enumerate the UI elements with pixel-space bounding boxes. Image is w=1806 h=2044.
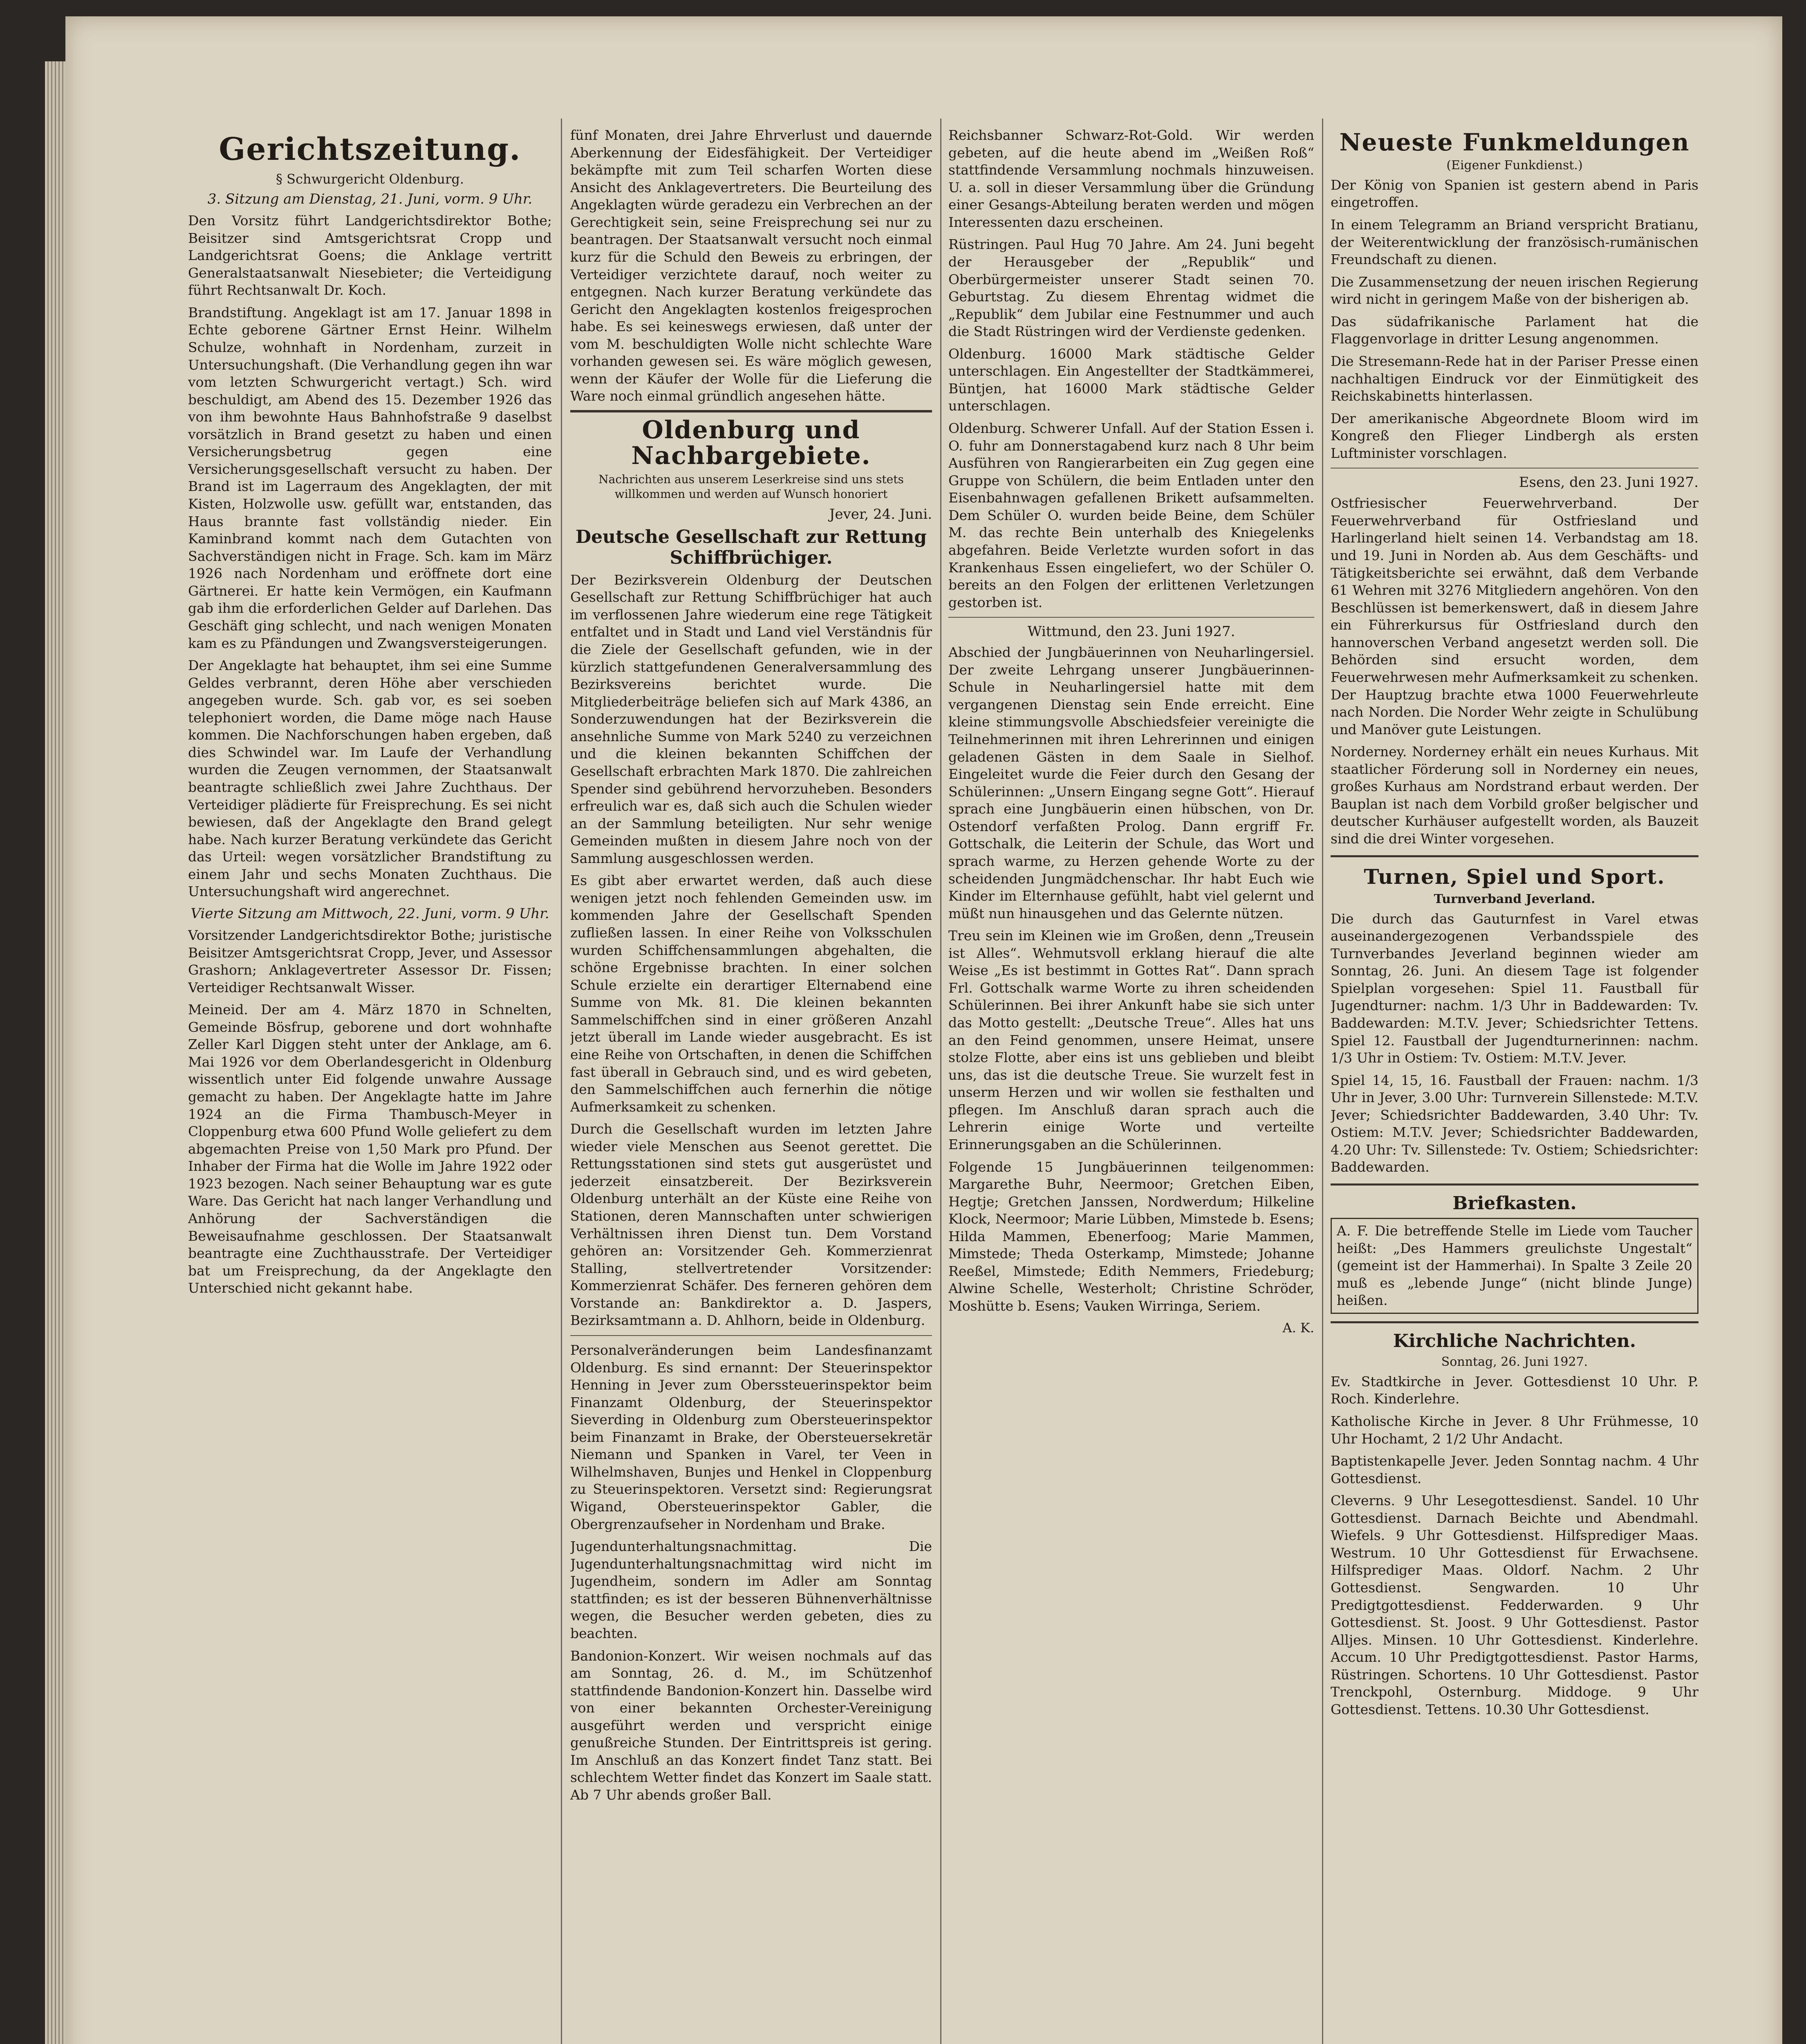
subheading: § Schwurgericht Oldenburg.: [276, 171, 464, 187]
article-paragraph: Der Bezirksverein Oldenburg der Deutschen Gesellschaft zur Rettung Schiffbrüchiger hat auch im verflossenen Jahre wiederum eine rege Tätigkeit entfaltet und in Stadt und Land viel Verständnis für die Ziele der Gesellschaft gefunden, wie in der kürzlich stattgefundenen Generalversammlung des Bezirksvereins berichtet wurde. Die Mitgliederbeiträge beliefen sich auf Mark 4386, an Sonderzuwendungen hat der Bezirksverein die ansehnliche Summe von Mark 5240 zu verzeichnen und die kleinen bekannten Schiffchen der Gesellschaft erbrachten Mark 1870. Die zahlreichen Spender sind gebührend hervorzuheben. Besonders erfreulich war es, daß sich auch die Schulen wieder an der Sammlung beteiligten. Nur sehr wenige Gemeinden mußten in diesem Jahre noch von der Sammlung ausgeschlossen werden.: [570, 572, 932, 866]
newspaper-sheet: [65, 16, 1782, 2044]
article-paragraph: Oldenburg. 16000 Mark städtische Gelder unterschlagen. Ein Angestellter der Stadtkämmerei, Büntjen, hat 16000 Mark städtische Gelder unterschlagen.: [948, 345, 1314, 414]
column-rule: [561, 119, 562, 2044]
article-paragraph: Vorsitzender Landgerichtsdirektor Bothe; juristische Beisitzer Amtsgerichtsrat Cropp, Jever, und Assessor Grashorn; Anklagevertreter Assessor Dr. Fissen; Verteidiger Rechtsanwalt Wisser.: [188, 927, 552, 995]
article-paragraph: Treu sein im Kleinen wie im Großen, denn „Treusein ist Alles“. Wehmutsvoll erklang hierauf die alte Weise „Es ist bestimmt in Gottes Rat“. Dann sprach Frl. Gottschalk warme Worte zu ihren scheidenden Schülerinnen. Bei ihrer Ankunft habe sie sich unter das Motto gestellt: „Deutsche Treue“. Alles hat uns an den Feind genommen, unsere Heimat, unsere stolze Flotte, aber eins ist uns geblieben und bleibt uns, das ist die deutsche Treue. Sie wurzelt fest in unserm Herzen und wir wollen sie festhalten und pflegen. Im Anschluß daran sprach auch die Lehrerin einige Worte und verteilte Erinnerungsgaben an die Schülerinnen.: [948, 928, 1314, 1152]
article-paragraph: Brandstiftung. Angeklagt ist am 17. Januar 1898 in Echte geborene Gärtner Ernst Heinr. Wilhelm Schulze, wohnhaft in Nordenham, zurzeit in Untersuchungshaft. (Die Verhandlung gegen ihn war vom letzten Schwurgericht vertagt.) Sch. wird beschuldigt, am Abend des 15. Dezember 1926 das von ihm bewohnte Haus Bahnhofstraße 9 daselbst vorsätzlich in Brand gesetzt zu haben und einen Versicherungsbetrug gegen eine Versicherungsgesellschaft versucht zu haben. Der Brand ist im Lagerraum des Angeklagten, der mit Kisten, Holzwolle usw. gefüllt war, entstanden, das Haus brannte fast vollständig nieder. Ein Kaminbrand kommt nach dem Gutachten von Sachverständigen nicht in Frage. Sch. kam im März 1926 nach Nordenham und eröffnete dort eine Gärtnerei. Er hatte kein Vermögen, ein Kaufmann gab ihm die erforderlichen Gelder auf Darlehen. Das Geschäft ging schlecht, und nach wenigen Monaten kam es zu Pfändungen und Zwangsversteigerungen.: [188, 304, 552, 651]
section-heading-briefkasten: Briefkasten.: [1452, 1193, 1577, 1214]
divider: [948, 617, 1314, 618]
article-paragraph: Personalveränderungen beim Landesfinanzamt Oldenburg. Es sind ernannt: Der Steuerinspektor Henning in Jever zum Oberssteuerinspektor beim Finanzamt Oldenburg, der Steuerinspektor Sieverding in Oldenburg zum Obersteuerinspektor beim Finanzamt in Brake, der Obersteuersekretär Niemann und Spanken in Varel, ter Veen in Wilhelmshaven, Bunjes und Henkel in Cloppenburg zu Steuerinspektoren. Versetzt sind: Regierungsrat Wigand, Obersteuerinspektor Gabler, die Obergrenzaufseher in Nordenham und Brake.: [570, 1342, 932, 1532]
column-rule: [940, 119, 941, 2044]
briefkasten-box: [1331, 1218, 1698, 1314]
session-line: 3. Sitzung am Dienstag, 21. Juni, vorm. 9 Uhr.: [207, 191, 533, 207]
article-paragraph: Katholische Kirche in Jever. 8 Uhr Frühmesse, 10 Uhr Hochamt, 2 1/2 Uhr Andacht.: [1331, 1413, 1698, 1447]
news-item: Der amerikanische Abgeordnete Bloom wird im Kongreß den Flieger Lindbergh als ersten Luftminister vorschlagen.: [1331, 410, 1698, 461]
article-paragraph: Abschied der Jungbäuerinnen von Neuharlingersiel. Der zweite Lehrgang unserer Jungbäuerinnen-Schule in Neuharlingersiel hatte mit dem vergangenen Dienstag sein Ende erreicht. Eine kleine stimmungsvolle Abschiedsfeier vereinigte die Teilnehmerinnen mit ihren Lehrerinnen und einigen geladenen Gästen in dem Saale in Sielhof. Eingeleitet wurde die Feier durch den Gesang der Schülerinnen: „Unsern Eingang segne Gott“. Hierauf sprach eine Jungbäuerin einen hübschen, von Dr. Ostendorf verfaßten Prolog. Dann ergriff Fr. Gottschalk, die Leiterin der Schule, das Wort und sprach warme, zu Herzen gehende Worte zu der scheidenden Jungmädchenschar. Ihr habt Euch wie Kinder im Elternhause gefühlt, habt viel gelernt und müßt nun hinausgehen und das Gelernte nützen.: [948, 644, 1314, 921]
article-paragraph: Cleverns. 9 Uhr Lesegottesdienst. Sandel. 10 Uhr Gottesdienst. Darnach Beichte und Abendmahl. Wiefels. 9 Uhr Gottesdienst. Hilfsprediger Maas. Westrum. 10 Uhr Gottesdienst für Erwachsene. Hilfsprediger Maas. Oldorf. Nachm. 2 Uhr Gottesdienst. Sengwarden. 10 Uhr Predigtgottesdienst. Fedderwarden. 9 Uhr Gottesdienst. St. Joost. 9 Uhr Gottesdienst. Pastor Alljes. Minsen. 10 Uhr Gottesdienst. Kinderlehre. Accum. 10 Uhr Predigtgottesdienst. Pastor Harms, Rüstringen. Schortens. 10 Uhr Gottesdienst. Pastor Trenckpohl, Osternburg. Middoge. 9 Uhr Gottesdienst. Tettens. 10.30 Uhr Gottesdienst.: [1331, 1493, 1698, 1717]
news-item: Das südafrikanische Parlament hat die Flaggenvorlage in dritter Lesung angenommen.: [1331, 313, 1698, 347]
section-heading-gerichtszeitung: Gerichtszeitung.: [219, 131, 521, 167]
article-paragraph: Spiel 14, 15, 16. Faustball der Frauen: nachm. 1/3 Uhr in Jever, 3.00 Uhr: Turnverein Sillenstede: M.T.V. Jever; Schiedsrichter Baddewarden, 3.40 Uhr: Tv. Ostiem: M.T.V. Jever; Schiedsrichter Baddewarden, 4.20 Uhr: Tv. Sillenstede: Tv. Ostiem; Schiedsrichter: Baddewarden.: [1331, 1072, 1698, 1175]
article-paragraph: fünf Monaten, drei Jahre Ehrverlust und dauernde Aberkennung der Eidesfähigkeit. Der Verteidiger bekämpfte mit zum Teil scharfen Worten diese Ansicht des Anklagevertreters. Die Beurteilung des Angeklagten würde geradezu ein Verbrechen an der Gerechtigkeit sein, seine Freisprechung sei nur zu beantragen. Der Staatsanwalt versucht noch einmal kurz für die Schuld den Beweis zu erbringen, der Verteidiger verzichtete darauf, noch weiter zu entgegnen. Nach kurzer Beratung verkündete das Gericht den Angeklagten kostenlos freigesprochen habe. Es sei keineswegs erwiesen, daß unter der vom M. beschuldigten Wolle nicht schlechte Ware vorhanden gewesen sei. Es wäre möglich gewesen, wenn der Käufer der Wolle für die Lieferung die Ware noch einmal gründlich angesehen hätte.: [570, 127, 932, 404]
article-paragraph: A. F. Die betreffende Stelle im Liede vom Taucher heißt: „Des Hammers greulichste Ungestalt“ (gemeint ist der Hammerhai). In Spalte 3 Zeile 20 muß es „lebende Junge“ (nicht blinde Junge) heißen.: [1337, 1223, 1692, 1309]
article-paragraph: Baptistenkapelle Jever. Jeden Sonntag nachm. 4 Uhr Gottesdienst.: [1331, 1453, 1698, 1486]
article-paragraph: Den Vorsitz führt Landgerichtsdirektor Bothe; Beisitzer sind Amtsgerichtsrat Cropp und Landgerichtsrat Goens; die Anklage vertritt Generalstaatsanwalt Niesebieter; die Verteidigung führt Rechtsanwalt Dr. Koch.: [188, 213, 552, 298]
news-item: Der König von Spanien ist gestern abend in Paris eingetroffen.: [1331, 177, 1698, 211]
article-paragraph: Ostfriesischer Feuerwehrverband. Der Feuerwehrverband für Ostfriesland und Harlingerland hielt seinen 14. Verbandstag am 18. und 19. Juni in Norden ab. Aus dem Geschäfts- und Tätigkeitsberichte sei erwähnt, daß dem Verbande 61 Wehren mit 3276 Mitgliedern angehören. Von den Beschlüssen ist bemerkenswert, daß in diesem Jahre ein Führerkursus für Ostfriesland durch den hannoverschen Verband angesetzt werden soll. Die Behörden sind ersucht worden, dem Feuerwehrwesen mehr Aufmerksamkeit zu schenken. Der Hauptzug brachte etwa 1000 Feuerwehrleute nach Norden. Die Norder Wehr zeigte in Schulübung und Manöver gute Leistungen.: [1331, 495, 1698, 737]
column-3: [948, 127, 1314, 2044]
column-4: [1331, 127, 1698, 2044]
subheading: Sonntag, 26. Juni 1927.: [1441, 1354, 1588, 1369]
article-paragraph: Die durch das Gauturnfest in Varel etwas auseinandergezogenen Verbandsspiele des Turnverbandes Jeverland beginnen wieder am Sonntag, 26. Juni. An diesem Tage ist folgender Spielplan vorgesehen: Spiel 11. Faustball für Jugendturner: nachm. 1/3 Uhr in Baddewarden: Tv. Baddewarden: M.T.V. Jever; Schiedsrichter Tettens. Spiel 12. Faustball der Jugendturnerinnen: nachm. 1/3 Uhr in Ostiem: Tv. Ostiem: M.T.V. Jever.: [1331, 910, 1698, 1066]
news-item: Die Zusammensetzung der neuen irischen Regierung wird nicht in geringem Maße von der bisherigen ab.: [1331, 273, 1698, 307]
section-heading-funkmeldungen: Neueste Funkmeldungen: [1339, 128, 1690, 156]
dateline: Jever, 24. Juni.: [829, 506, 932, 522]
article-paragraph: Ev. Stadtkirche in Jever. Gottesdienst 10 Uhr. P. Roch. Kinderlehre.: [1331, 1373, 1698, 1407]
article-paragraph: Oldenburg. Schwerer Unfall. Auf der Station Essen i. O. fuhr am Donnerstagabend kurz nach 8 Uhr beim Ausführen von Rangierarbeiten ein Zug gegen eine Gruppe von Schülern, die beim Entladen unter den Eisenbahnwagen gefallenen Brikett aufsammelten. Dem Schüler O. wurden beide Beine, dem Schüler M. das rechte Bein unterhalb des Kniegelenks abgefahren. Beide Verletzte wurden sofort in das Krankenhaus Essen eingeliefert, wo der Schüler O. bereits an den Folgen der erlittenen Verletzungen gestorben ist.: [948, 420, 1314, 610]
section-heading-oldenburg: Oldenburg und Nachbargebiete.: [631, 416, 871, 470]
section-heading-kirchliche: Kirchliche Nachrichten.: [1393, 1330, 1636, 1351]
article-paragraph: Jugendunterhaltungsnachmittag. Die Jugendunterhaltungsnachmittag wird nicht im Jugendheim, sondern im Adler am Sonntag stattfinden; es ist der besseren Bühnenverhältnisse wegen, die Besucher werden gebeten, dies zu beachten.: [570, 1538, 932, 1641]
subheading: (Eigener Funkdienst.): [1446, 158, 1583, 173]
article-paragraph: Durch die Gesellschaft wurden im letzten Jahre wieder viele Menschen aus Seenot gerettet. Die Rettungsstationen sind stets gut ausgerüstet und jederzeit einsatzbereit. Der Bezirksverein Oldenburg unterhält an der Küste eine Reihe von Stationen, deren Mannschaften unter schwierigen Verhältnissen ihren Dienst tun. Dem Vorstand gehören an: Vorsitzender Geh. Kommerzienrat Stalling, stellvertretender Vorsitzender: Kommerzienrat Schäfer. Des ferneren gehören dem Vorstande an: Bankdirektor a. D. Jaspers, Bezirksamtmann a. D. Ahlhorn, beide in Oldenburg.: [570, 1121, 932, 1329]
article-paragraph: Es gibt aber erwartet werden, daß auch diese wenigen jetzt noch fehlenden Gemeinden usw. im kommenden Jahre der Gesellschaft Spenden zufließen lassen. In einer Reihe von Volksschulen wurden Schiffchensammlungen abgehalten, die schöne Ergebnisse brachten. In einer solchen Schule erzielte ein derartiger Elternabend eine Summe von Mk. 81. Die kleinen bekannten Sammelschiffchen sind in einer größeren Anzahl jetzt überall im Lande wieder ausgebracht. Es ist eine Reihe von Ortschaften, in denen die Schiffchen fast überall in Gebrauch sind, und es wird gebeten, den Sammelschiffchen auch fernerhin die nötige Aufmerksamkeit zu schenken.: [570, 872, 932, 1115]
article-paragraph: Rüstringen. Paul Hug 70 Jahre. Am 24. Juni begeht der Herausgeber der „Republik“ und Oberbürgermeister unserer Stadt seinen 70. Geburtstag. Zu diesem Ehrentag widmet die „Republik“ dem Jubilar eine Festnummer und auch die Stadt Rüstringen wird der Verdienste gedenken.: [948, 236, 1314, 340]
article-paragraph: Meineid. Der am 4. März 1870 in Schnelten, Gemeinde Bösfrup, geborene und dort wohnhafte Zeller Karl Diggen steht unter der Anklage, am 6. Mai 1926 vor dem Oberlandesgericht in Oldenburg wissentlich unter Eid folgende unwahre Aussage gemacht zu haben. Der Angeklagte hatte im Jahre 1924 an die Firma Thambusch-Meyer in Cloppenburg etwa 600 Pfund Wolle geliefert zu dem abgemachten Preise von 1,50 Mark pro Pfund. Der Inhaber der Firma hat die Wolle im Jahre 1922 oder 1923 bezogen. Nach seiner Behauptung war es gute Ware. Das Gericht hat nach langer Verhandlung und Anhörung der Sachverständigen die Beweisaufnahme geschlossen. Der Staatsanwalt beantragte eine Zuchthausstrafe. Der Verteidiger bat um Freisprechung, da der Angeklagte den Unterschied nicht gekannt habe.: [188, 1002, 552, 1296]
column-1: [188, 127, 552, 2044]
article-paragraph: Folgende 15 Jungbäuerinnen teilgenommen: Margarethe Buhr, Neermoor; Gretchen Eiben, Hegtje; Gretchen Janssen, Nordwerdum; Hilkeline Klock, Neermoor; Marie Lübben, Mimstede b. Esens; Hilda Mammen, Ebenerfoog; Marie Mammen, Mimstede; Theda Osterkamp, Mimstede; Johanne Reeßel, Mimstede; Edith Nemmers, Friedeburg; Alwine Schelle, Westerholt; Christine Schröder, Moshütte b. Esens; Vauken Wirringa, Seriem.: [948, 1159, 1314, 1314]
news-item: In einem Telegramm an Briand verspricht Bratianu, der Weiterentwicklung der französisch-rumänischen Freundschaft zu dienen.: [1331, 217, 1698, 268]
dateline: Esens, den 23. Juni 1927.: [1519, 474, 1698, 491]
signature: A. K.: [1282, 1320, 1314, 1336]
article-paragraph: Norderney. Norderney erhält ein neues Kurhaus. Mit staatlicher Förderung soll in Norderney ein neues, großes Kurhaus am Nordstrand erbaut werden. Der Bauplan ist nach dem Vorbild großer belgischer und deutscher Kurhäuser aufgestellt worden, als Bauzeit sind die drei Winter vorgesehen.: [1331, 744, 1698, 847]
news-item: Die Stresemann-Rede hat in der Pariser Presse einen nachhaltigen Eindruck vor der Einmütigkeit des Reichskabinetts hinterlassen.: [1331, 353, 1698, 404]
article-title: Deutsche Gesellschaft zur Rettung Schiffbrüchiger.: [575, 526, 927, 568]
dateline: Wittmund, den 23. Juni 1927.: [1027, 623, 1235, 640]
column-rule: [1322, 119, 1323, 2044]
section-heading-sport: Turnen, Spiel und Sport.: [1364, 864, 1665, 889]
session-line: Vierte Sitzung am Mittwoch, 22. Juni, vorm. 9 Uhr.: [190, 905, 549, 922]
heading-rule: [1331, 1321, 1698, 1323]
article-paragraph: Reichsbanner Schwarz-Rot-Gold. Wir werden gebeten, auf die heute abend im „Weißen Roß“ stattfindende Versammlung nochmals hinzuweisen. U. a. soll in dieser Versammlung über die Gründung einer Gesangs-Abteilung beraten werden und mögen Interessenten dazu erscheinen.: [948, 127, 1314, 230]
article-paragraph: Der Angeklagte hat behauptet, ihm sei eine Summe Geldes verbrannt, deren Höhe aber verschieden angegeben wurde. Sch. gab vor, es sei soeben telephoniert worden, die Dame möge nach Hause kommen. Die Nachforschungen haben ergeben, daß dies Schwindel war. Im Laufe der Verhandlung wurden die Zeugen vernommen, der Staatsanwalt beantragte schließlich zwei Jahre Zuchthaus. Der Verteidiger plädierte für Freisprechung. Es sei nicht bewiesen, daß der Angeklagte den Brand gelegt habe. Nach kurzer Beratung verkündete das Gericht das Urteil: wegen vorsätzlicher Brandstiftung zu einem Jahr und sechs Monaten Zuchthaus. Die Untersuchungshaft wird angerechnet.: [188, 657, 552, 900]
column-2: [570, 127, 932, 2044]
subheading: Turnverband Jeverland.: [1434, 892, 1595, 906]
heading-rule: [570, 410, 932, 412]
heading-rule: [1331, 855, 1698, 857]
section-note: Nachrichten aus unserem Leserkreise sind uns stets willkommen und werden auf Wunsch honoriert: [598, 473, 904, 501]
heading-rule: [1331, 1183, 1698, 1186]
article-paragraph: Bandonion-Konzert. Wir weisen nochmals auf das am Sonntag, 26. d. M., im Schützenhof stattfindende Bandonion-Konzert hin. Dasselbe wird von einer bekannten Orchester-Vereinigung ausgeführt werden und verspricht einige genußreiche Stunden. Der Eintrittspreis ist gering. Im Anschluß an das Konzert findet Tanz statt. Bei schlechtem Wetter findet das Konzert im Saale statt. Ab 7 Uhr abends großer Ball.: [570, 1647, 932, 1803]
divider: [570, 1335, 932, 1336]
